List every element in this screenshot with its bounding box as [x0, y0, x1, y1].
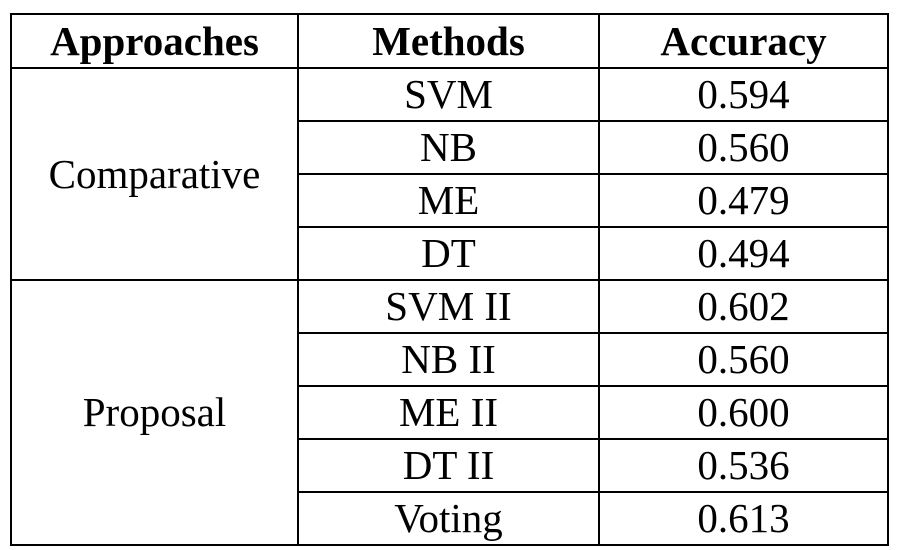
table-row	[11, 280, 888, 333]
table-row	[11, 68, 888, 121]
method-cell: DT II	[298, 439, 599, 492]
header-approaches: Approaches	[11, 14, 298, 68]
accuracy-cell: 0.560	[599, 333, 888, 386]
approach-cell-comparative: Comparative	[11, 68, 298, 280]
method-cell: ME	[298, 174, 599, 227]
accuracy-table	[10, 13, 889, 546]
accuracy-cell: 0.479	[599, 174, 888, 227]
header-row	[11, 14, 888, 68]
header-accuracy: Accuracy	[599, 14, 888, 68]
accuracy-cell: 0.613	[599, 492, 888, 545]
accuracy-cell: 0.536	[599, 439, 888, 492]
accuracy-cell: 0.600	[599, 386, 888, 439]
approach-cell-proposal: Proposal	[11, 280, 298, 545]
accuracy-cell: 0.602	[599, 280, 888, 333]
method-cell: DT	[298, 227, 599, 280]
header-methods: Methods	[298, 14, 599, 68]
method-cell: SVM II	[298, 280, 599, 333]
method-cell: ME II	[298, 386, 599, 439]
method-cell: NB	[298, 121, 599, 174]
method-cell: Voting	[298, 492, 599, 545]
method-cell: NB II	[298, 333, 599, 386]
accuracy-cell: 0.494	[599, 227, 888, 280]
method-cell: SVM	[298, 68, 599, 121]
accuracy-cell: 0.560	[599, 121, 888, 174]
accuracy-cell: 0.594	[599, 68, 888, 121]
